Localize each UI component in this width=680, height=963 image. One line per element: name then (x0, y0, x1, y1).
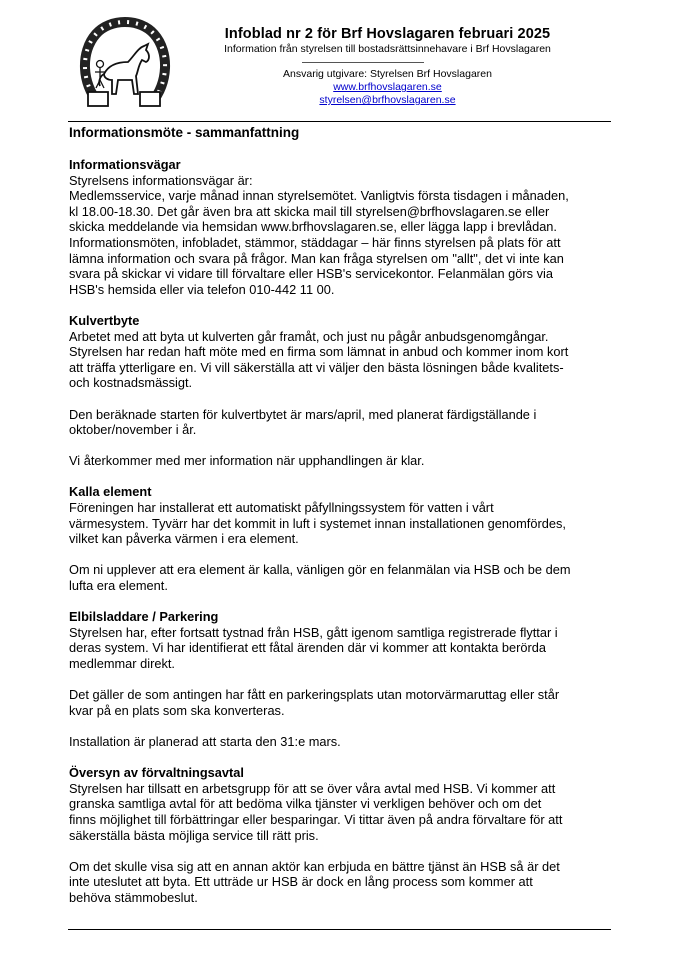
section-title: Elbilsladdare / Parkering (69, 609, 219, 625)
section-title: Kalla element (69, 484, 152, 500)
section-paragraph: Installation är planerad att starta den 31:e mars. (69, 733, 341, 749)
bottom-divider (68, 929, 611, 930)
section-title: Kulvertbyte (69, 312, 140, 328)
section-informationsvagar (69, 157, 629, 297)
responsible-publisher: Ansvarig utgivare: Styrelsen Brf Hovslagaren (283, 68, 492, 80)
section-paragraph: Styrelsens informationsvägar är: Medlemsservice, varje månad innan styrelsemötet. Vanligtvis första tisdagen i månaden, kl 18.00-18.30. Det går även bra att skicka mail till styrelsen@brfhovslagaren.se eller skicka meddelande via hemsidan www.brfhovslagaren.se, eller lägga lapp i brevlådan. Informationsmöten, infobladet, stämmor, städdagar – här finns styrelsen på plats för att lämna information och svara på frågor. Man kan fråga styrelsen om "allt", det vi inte kan svara på skickar vi vidare till förvaltare eller HSB's servicekontor. Felanmälan görs via HSB's hemsida eller via telefon 010-442 11 00. (69, 172, 569, 297)
section-paragraph: Det gäller de som antingen har fått en parkeringsplats utan motorvärmaruttag eller står kvar på en plats som ska konverteras. (69, 687, 560, 718)
section-paragraph: Den beräknade starten för kulvertbytet är mars/april, med planerat färdigställande i oktober/november i år. (69, 406, 537, 438)
section-elbilsladdare (69, 609, 629, 749)
section-kulvertbyte (69, 313, 629, 469)
section-paragraph: Styrelsen har tillsatt en arbetsgrupp för att se över våra avtal med HSB. Vi kommer att granska samtliga avtal för att bedöma vilka tjänster vi verkligen behöver och om det finns möjlighet till förbättringar eller besparingar. Vi tittar även på andra förvaltare för att säkerställa bästa möjliga service till rätt pris. (69, 780, 563, 843)
newsletter-subtitle: Information från styrelsen till bostadsrättsinnehavare i Brf Hovslagaren (224, 43, 551, 55)
section-paragraph: Föreningen har installerat ett automatiskt påfyllningssystem för vatten i vårt värmesystem. Tyvärr har det kommit in luft i systemet innan installationen genomfördes, vilket kan påverka värmen i era element. (69, 500, 566, 547)
section-kalla-element (69, 484, 629, 593)
page-title: Informationsmöte - sammanfattning (69, 125, 300, 140)
header-divider (302, 62, 424, 63)
email-link[interactable]: styrelsen@brfhovslagaren.se (319, 94, 456, 106)
section-paragraph: Om det skulle visa sig att en annan aktör kan erbjuda en bättre tjänst än HSB så är det inte uteslutet att byta. Ett utträde ur HSB är dock en lång process som kommer att behöva stämmobeslut. (69, 858, 560, 905)
section-forvaltningsavtal (69, 765, 629, 905)
article-body (69, 157, 629, 906)
section-title: Informationsvägar (69, 157, 181, 172)
section-paragraph: Arbetet med att byta ut kulverten går framåt, och just nu pågår anbudsgenomgångar. Styrelsen har redan haft möte med en firma som lämnat in anbud och kommer inom kort att träffa ytterligare en. Vi vill säkerställa att vi väljer den bästa lösningen både kvalitets- och kostnadsmässigt. (69, 328, 569, 391)
section-title: Översyn av förvaltningsavtal (69, 765, 244, 781)
section-paragraph: Styrelsen har, efter fortsatt tystnad från HSB, gått igenom samtliga registrerade flyttar i deras system. Vi har identifierat ett fåtal ärenden där vi kommer att kontakta berörda medlemmar direkt. (69, 624, 558, 671)
section-paragraph: Om ni upplever att era element är kalla, vänligen gör en felanmälan via HSB och be dem lufta era element. (69, 562, 571, 594)
newsletter-title: Infoblad nr 2 för Brf Hovslagaren februari 2025 (224, 26, 551, 42)
top-divider (68, 121, 611, 122)
website-link[interactable]: www.brfhovslagaren.se (333, 81, 442, 93)
section-paragraph: Vi återkommer med mer information när upphandlingen är klar. (69, 453, 425, 469)
horseshoe-horse-logo (78, 14, 173, 114)
